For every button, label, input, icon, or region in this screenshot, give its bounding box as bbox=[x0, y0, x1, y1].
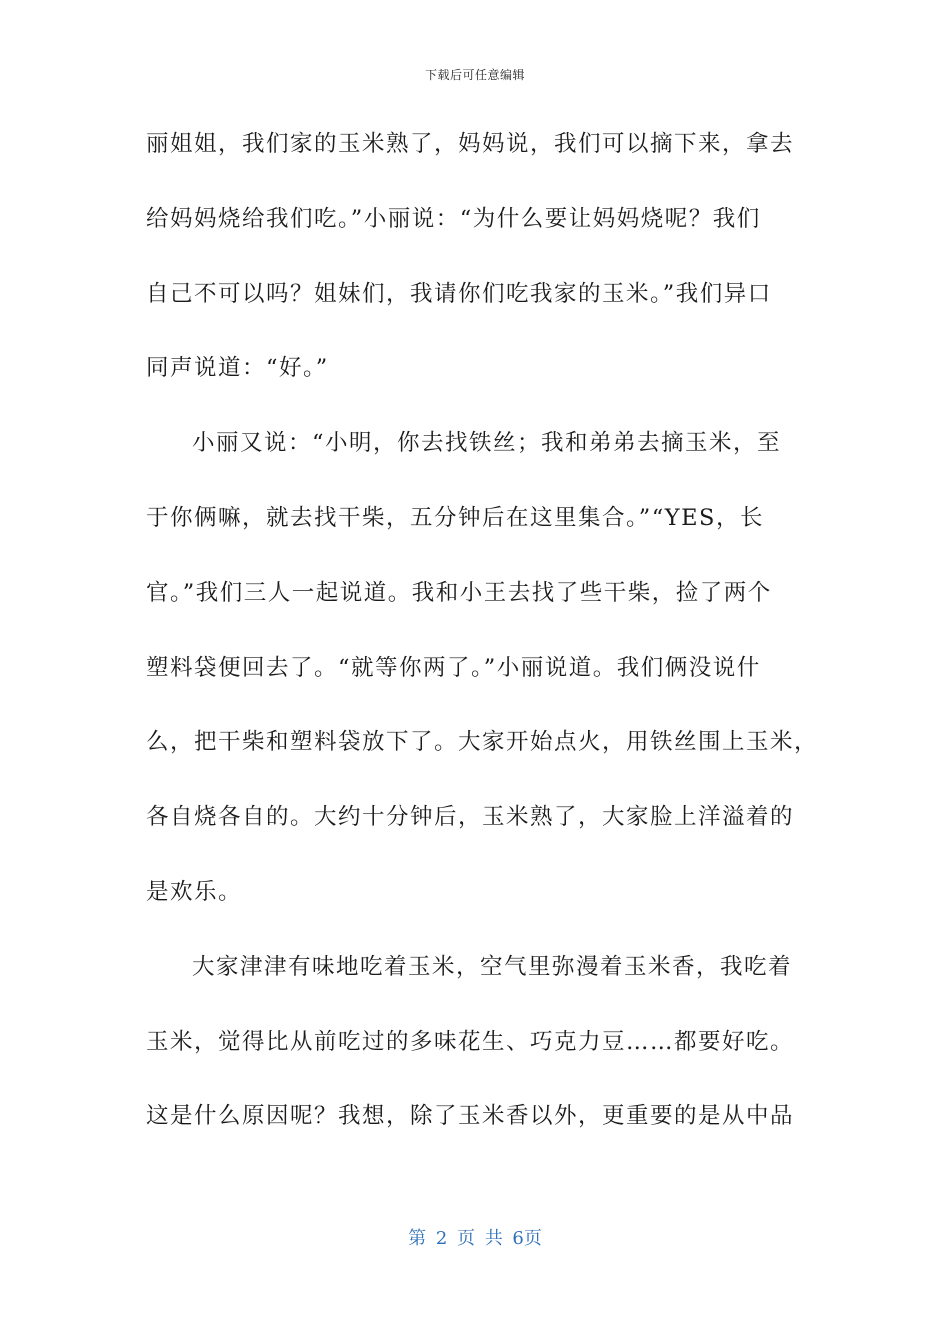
text-line: 同声说道：“好。” bbox=[146, 355, 329, 382]
document-body bbox=[146, 124, 819, 1171]
text-line: 玉米，觉得比从前吃过的多味花生、巧克力豆……都要好吃。 bbox=[146, 1028, 795, 1055]
text-line: 给妈妈烧给我们吃。”小丽说：“为什么要让妈妈烧呢？我们 bbox=[146, 205, 761, 232]
text-line: 于你俩嘛，就去找干柴，五分钟后在这里集合。”“YES，长 bbox=[146, 504, 764, 531]
text-line: 大家津津有味地吃着玉米，空气里弥漫着玉米香，我吃着 bbox=[192, 953, 793, 980]
text-line: 么，把干柴和塑料袋放下了。大家开始点火，用铁丝围上玉米， bbox=[146, 729, 819, 756]
page-number-footer: 第 2 页 共 6页 bbox=[408, 1228, 542, 1249]
text-line: 小丽又说：“小明，你去找铁丝；我和弟弟去摘玉米，至 bbox=[192, 430, 782, 457]
text-line: 各自烧各自的。大约十分钟后，玉米熟了，大家脸上洋溢着的 bbox=[146, 804, 795, 831]
page-header: 下载后可任意编辑 bbox=[424, 68, 525, 82]
text-line: 丽姐姐，我们家的玉米熟了，妈妈说，我们可以摘下来，拿去 bbox=[146, 131, 795, 157]
text-line: 自己不可以吗？姐妹们，我请你们吃我家的玉米。”我们异口 bbox=[146, 280, 772, 307]
text-line: 这是什么原因呢？我想，除了玉米香以外，更重要的是从中品 bbox=[146, 1103, 795, 1130]
text-line: 塑料袋便回去了。“就等你两了。”小丽说道。我们俩没说什 bbox=[146, 654, 761, 681]
text-line: 是欢乐。 bbox=[146, 878, 243, 905]
text-line: 官。”我们三人一起说道。我和小王去找了些干柴，捡了两个 bbox=[146, 579, 772, 606]
